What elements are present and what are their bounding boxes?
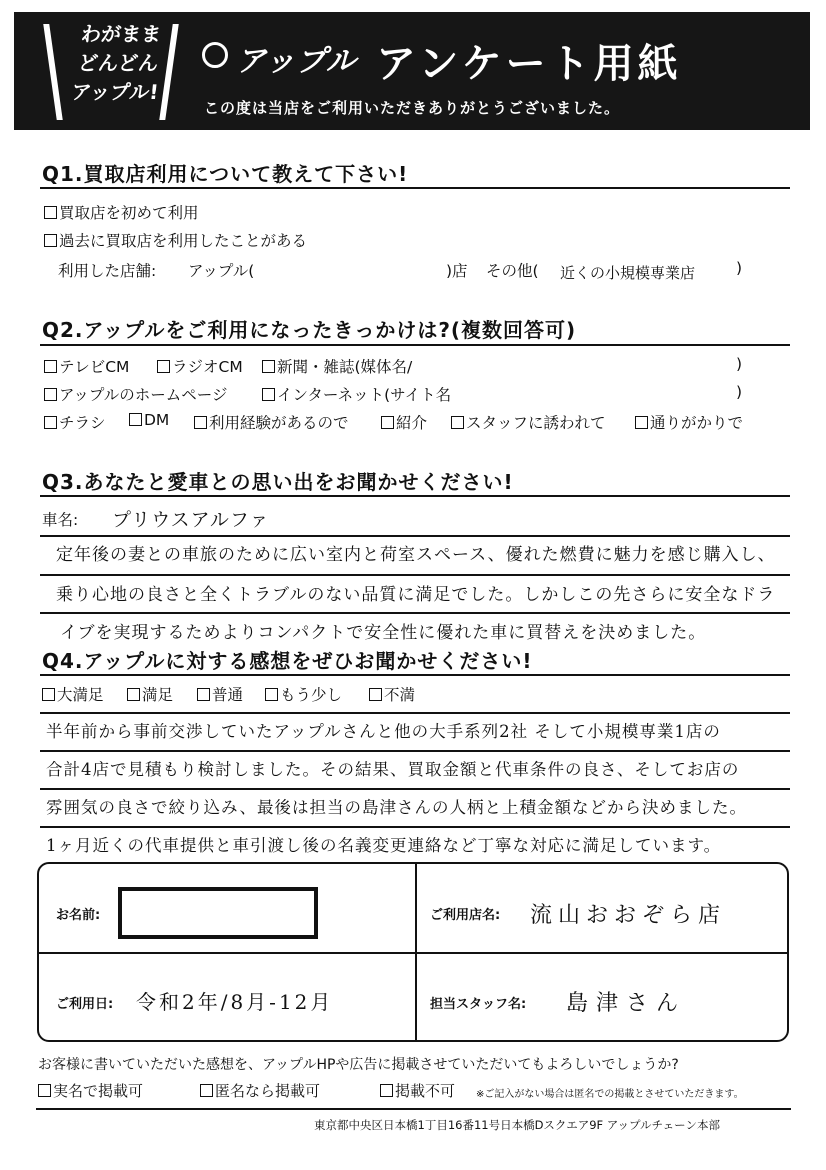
writing-line	[40, 826, 790, 828]
q2-close: )	[736, 383, 743, 401]
info-divider-horizontal	[39, 952, 787, 954]
q1-other-close: )	[736, 259, 743, 277]
checkbox[interactable]	[380, 1084, 393, 1097]
q2-option[interactable]: DM	[129, 411, 169, 429]
checkbox[interactable]	[127, 688, 140, 701]
checkbox[interactable]	[197, 688, 210, 701]
brand-logo: アップル	[236, 44, 357, 79]
q1-option[interactable]: 買取店を初めて利用	[44, 201, 199, 223]
store-name-label: ご利用店名:	[430, 908, 501, 923]
publish-option[interactable]: 掲載不可	[380, 1080, 455, 1101]
company-address: 東京都中央区日本橋1丁目16番11号日本橋Dスクエア9F アップルチェーン本部	[314, 1118, 720, 1132]
divider	[40, 187, 790, 189]
publish-note: ※ご記入がない場合は匿名での掲載とさせていただきます。	[476, 1089, 744, 1100]
q3-answer-line[interactable]: 乗り心地の良さと全くトラブルのない品質に満足でした。しかしこの先さらに安全なドラ	[56, 585, 776, 605]
publication-question: お客様に書いていただいた感想を、アップルHPや広告に掲載させていただいてもよろしいでしょうか?	[38, 1057, 679, 1073]
q3-car-label: 車名:	[42, 511, 79, 529]
writing-line	[40, 788, 790, 790]
divider	[40, 495, 790, 497]
q2-option[interactable]: テレビCM	[44, 355, 129, 377]
q4-answer-line[interactable]: 合計4店で見積もり検討しました。その結果、買取金額と代車条件の良さ、そしてお店の	[46, 760, 740, 779]
slogan	[53, 20, 182, 107]
q4-option[interactable]: 不満	[369, 683, 415, 705]
checkbox[interactable]	[635, 416, 648, 429]
slogan-line: わがまま	[79, 22, 163, 46]
checkbox[interactable]	[44, 206, 57, 219]
checkbox[interactable]	[194, 416, 207, 429]
footer-divider	[36, 1108, 791, 1110]
q1-other-value[interactable]: 近くの小規模専業店	[560, 264, 696, 282]
q2-option[interactable]: チラシ	[44, 411, 106, 433]
checkbox[interactable]	[129, 413, 142, 426]
checkbox[interactable]	[262, 388, 275, 401]
q4-title: Q4.アップルに対する感想をぜひお聞かせください!	[42, 649, 533, 673]
checkbox[interactable]	[42, 688, 55, 701]
writing-line	[40, 612, 790, 614]
writing-line	[40, 574, 790, 576]
slogan-line: アップル!	[70, 80, 160, 104]
checkbox[interactable]	[262, 360, 275, 373]
q1-option[interactable]: 過去に買取店を利用したことがある	[44, 229, 307, 251]
q2-option[interactable]: 利用経験があるので	[194, 411, 349, 433]
q3-car-value[interactable]: プリウスアルファ	[112, 509, 270, 531]
q3-answer-line[interactable]: イブを実現するためよりコンパクトで安全性に優れた車に買替えを決めました。	[60, 623, 707, 643]
form-title: アンケート用紙	[376, 41, 682, 87]
slogan-line: どんどん	[76, 51, 160, 75]
date-value[interactable]: 令和2年/8月-12月	[136, 990, 334, 1014]
q3-answer-line[interactable]: 定年後の妻との車旅のために広い室内と荷室スペース、優れた燃費に魅力を感じ購入し、	[56, 545, 776, 565]
staff-value[interactable]: 島津さん	[566, 991, 687, 1016]
q4-answer-line[interactable]: 1ヶ月近くの代車提供と車引渡し後の名義変更連絡など丁寧な対応に満足しています。	[46, 836, 722, 855]
checkbox[interactable]	[44, 388, 57, 401]
q4-option[interactable]: 満足	[127, 683, 173, 705]
q2-option[interactable]: 紹介	[381, 411, 427, 433]
checkbox[interactable]	[200, 1084, 213, 1097]
q1-other-label: その他(	[486, 262, 539, 280]
apple-logo-icon	[202, 42, 228, 68]
form-subtitle: この度は当店をご利用いただきありがとうございました。	[204, 99, 621, 117]
q4-answer-line[interactable]: 雰囲気の良さで絞り込み、最後は担当の島津さんの人柄と上積金額などから決めました。	[46, 798, 747, 817]
writing-line	[40, 535, 790, 537]
q2-option[interactable]: ラジオCM	[157, 355, 243, 377]
writing-line	[40, 750, 790, 752]
publish-option[interactable]: 匿名なら掲載可	[200, 1080, 320, 1101]
checkbox[interactable]	[44, 416, 57, 429]
q1-store-suffix: )店	[446, 262, 468, 280]
divider	[40, 674, 790, 676]
q4-option[interactable]: 大満足	[42, 683, 104, 705]
writing-line	[40, 712, 790, 714]
checkbox[interactable]	[381, 416, 394, 429]
q2-close: )	[736, 355, 743, 373]
header-banner	[14, 12, 810, 130]
name-label: お名前:	[56, 908, 101, 923]
q2-option[interactable]: スタッフに誘われて	[451, 411, 606, 433]
q3-title: Q3.あなたと愛車との思い出をお聞かせください!	[42, 470, 514, 494]
checkbox[interactable]	[369, 688, 382, 701]
divider	[40, 344, 790, 346]
date-label: ご利用日:	[56, 997, 114, 1012]
checkbox[interactable]	[265, 688, 278, 701]
q4-option[interactable]: もう少し	[265, 683, 342, 705]
checkbox[interactable]	[451, 416, 464, 429]
q2-option[interactable]: アップルのホームページ	[44, 383, 228, 405]
q4-answer-line[interactable]: 半年前から事前交渉していたアップルさんと他の大手系列2社 そして小規模専業1店の	[46, 722, 721, 741]
q2-option[interactable]: 通りがかりで	[635, 411, 743, 433]
checkbox[interactable]	[157, 360, 170, 373]
q1-store-label: 利用した店舗:	[58, 262, 157, 280]
q4-option[interactable]: 普通	[197, 683, 243, 705]
staff-label: 担当スタッフ名:	[430, 997, 527, 1012]
checkbox[interactable]	[38, 1084, 51, 1097]
q2-title: Q2.アップルをご利用になったきっかけは?(複数回答可)	[42, 318, 577, 342]
q1-apple-label: アップル(	[188, 262, 255, 280]
checkbox[interactable]	[44, 360, 57, 373]
name-redaction-box[interactable]	[118, 887, 318, 939]
publish-option[interactable]: 実名で掲載可	[38, 1080, 143, 1101]
q2-option[interactable]: インターネット(サイト名	[262, 383, 451, 405]
q1-title: Q1.買取店利用について教えて下さい!	[42, 162, 409, 186]
checkbox[interactable]	[44, 234, 57, 247]
q2-option[interactable]: 新聞・雑誌(媒体名/	[262, 355, 412, 377]
store-name-value[interactable]: 流山おおぞら店	[530, 903, 727, 928]
